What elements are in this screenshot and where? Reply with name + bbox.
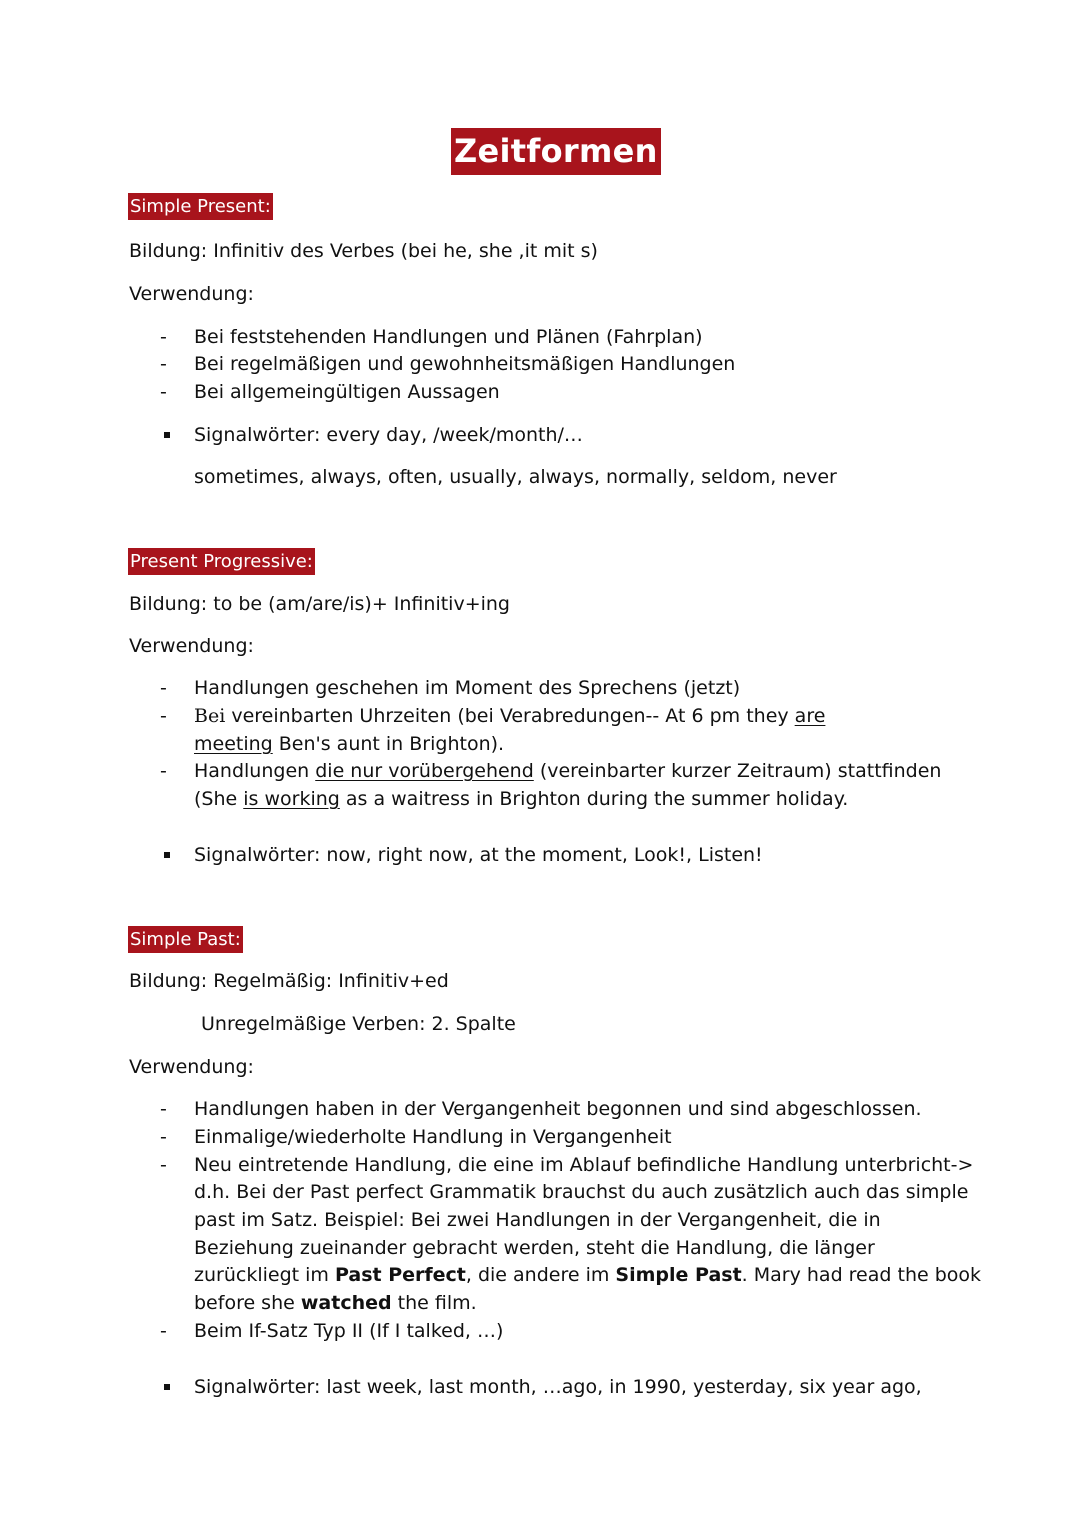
bold-text: Past Perfect	[334, 1264, 466, 1286]
simple-present-bildung: Bildung: Infinitiv des Verbes (bei he, she ,it mit s)	[129, 240, 598, 262]
list-item-cont	[194, 1263, 981, 1287]
list-item-cont: past im Satz. Beispiel: Bei zwei Handlungen in der Vergangenheit, die in	[194, 1209, 881, 1231]
list-item: Einmalige/wiederholte Handlung in Vergangenheit	[194, 1126, 672, 1148]
underlined-text: meeting	[194, 733, 273, 755]
list-dash: -	[160, 760, 167, 782]
text-span: zurückliegt im	[194, 1264, 335, 1286]
text-span: (She	[194, 788, 244, 810]
list-item-cont	[194, 787, 848, 811]
list-item: Bei feststehenden Handlungen und Plänen (Fahrplan)	[194, 326, 703, 348]
bold-text: watched	[300, 1292, 392, 1314]
text-span: Handlungen	[194, 760, 316, 782]
text-span: , die andere im	[465, 1264, 616, 1286]
text-span: vereinbarten Uhrzeiten (bei Verabredungen-- At 6 pm they	[225, 705, 795, 727]
section-heading-present-progressive: Present Progressive:	[128, 548, 315, 575]
list-dash: -	[160, 705, 167, 727]
section-heading-simple-past: Simple Past:	[128, 926, 243, 953]
list-item-cont	[194, 1291, 477, 1315]
list-item: Beim If-Satz Typ II (If I talked, …)	[194, 1320, 504, 1342]
list-dash: -	[160, 326, 167, 348]
bullet-square-icon	[164, 432, 170, 438]
text-span: . Mary had read the book	[741, 1264, 982, 1286]
page-title: Zeitformen	[451, 128, 661, 175]
list-item: Handlungen haben in der Vergangenheit begonnen und sind abgeschlossen.	[194, 1098, 922, 1120]
simple-past-signalwoerter: Signalwörter: last week, last month, …ago, in 1990, yesterday, six year ago,	[194, 1376, 922, 1398]
underlined-text: are	[794, 705, 826, 727]
bold-text: Simple Past	[615, 1264, 742, 1286]
text-span: (vereinbarter kurzer Zeitraum) stattfinden	[533, 760, 942, 782]
list-dash: -	[160, 1126, 167, 1148]
present-progressive-verwendung-label: Verwendung:	[129, 635, 254, 657]
simple-past-bildung-irregular: Unregelmäßige Verben: 2. Spalte	[201, 1013, 516, 1035]
list-dash: -	[160, 1154, 167, 1176]
list-item: Handlungen geschehen im Moment des Sprechens (jetzt)	[194, 677, 741, 699]
bullet-square-icon	[164, 852, 170, 858]
list-item: Bei allgemeingültigen Aussagen	[194, 381, 500, 403]
present-progressive-bildung: Bildung: to be (am/are/is)+ Infinitiv+ing	[129, 593, 510, 615]
list-item	[194, 759, 941, 783]
underlined-text: die nur vorübergehend	[315, 760, 534, 782]
list-item-cont: d.h. Bei der Past perfect Grammatik brauchst du auch zusätzlich auch das simple	[194, 1181, 969, 1203]
underlined-text: is working	[243, 788, 340, 810]
list-dash: -	[160, 353, 167, 375]
present-progressive-signalwoerter: Signalwörter: now, right now, at the moment, Look!, Listen!	[194, 844, 763, 866]
simple-present-verwendung-label: Verwendung:	[129, 283, 254, 305]
list-dash: -	[160, 677, 167, 699]
list-dash: -	[160, 1098, 167, 1120]
simple-past-bildung: Bildung: Regelmäßig: Infinitiv+ed	[129, 970, 449, 992]
text-span: Ben's aunt in Brighton).	[272, 733, 505, 755]
list-item-cont: Beziehung zueinander gebracht werden, steht die Handlung, die länger	[194, 1237, 875, 1259]
list-item-cont	[194, 732, 504, 756]
simple-present-signalwoerter-cont: sometimes, always, often, usually, always, normally, seldom, never	[194, 466, 837, 488]
text-span: as a waitress in Brighton during the summer holiday.	[339, 788, 849, 810]
simple-present-signalwoerter: Signalwörter: every day, /week/month/…	[194, 424, 583, 446]
list-item: Bei regelmäßigen und gewohnheitsmäßigen Handlungen	[194, 353, 736, 375]
list-dash: -	[160, 1320, 167, 1342]
simple-past-verwendung-label: Verwendung:	[129, 1056, 254, 1078]
section-heading-simple-present: Simple Present:	[128, 193, 273, 220]
bullet-square-icon	[164, 1384, 170, 1390]
list-item: Neu eintretende Handlung, die eine im Ablauf befindliche Handlung unterbricht->	[194, 1154, 974, 1176]
text-span: the film.	[391, 1292, 477, 1314]
text-span: Bei	[194, 705, 226, 727]
list-dash: -	[160, 381, 167, 403]
list-item	[194, 704, 825, 728]
text-span: before she	[194, 1292, 301, 1314]
